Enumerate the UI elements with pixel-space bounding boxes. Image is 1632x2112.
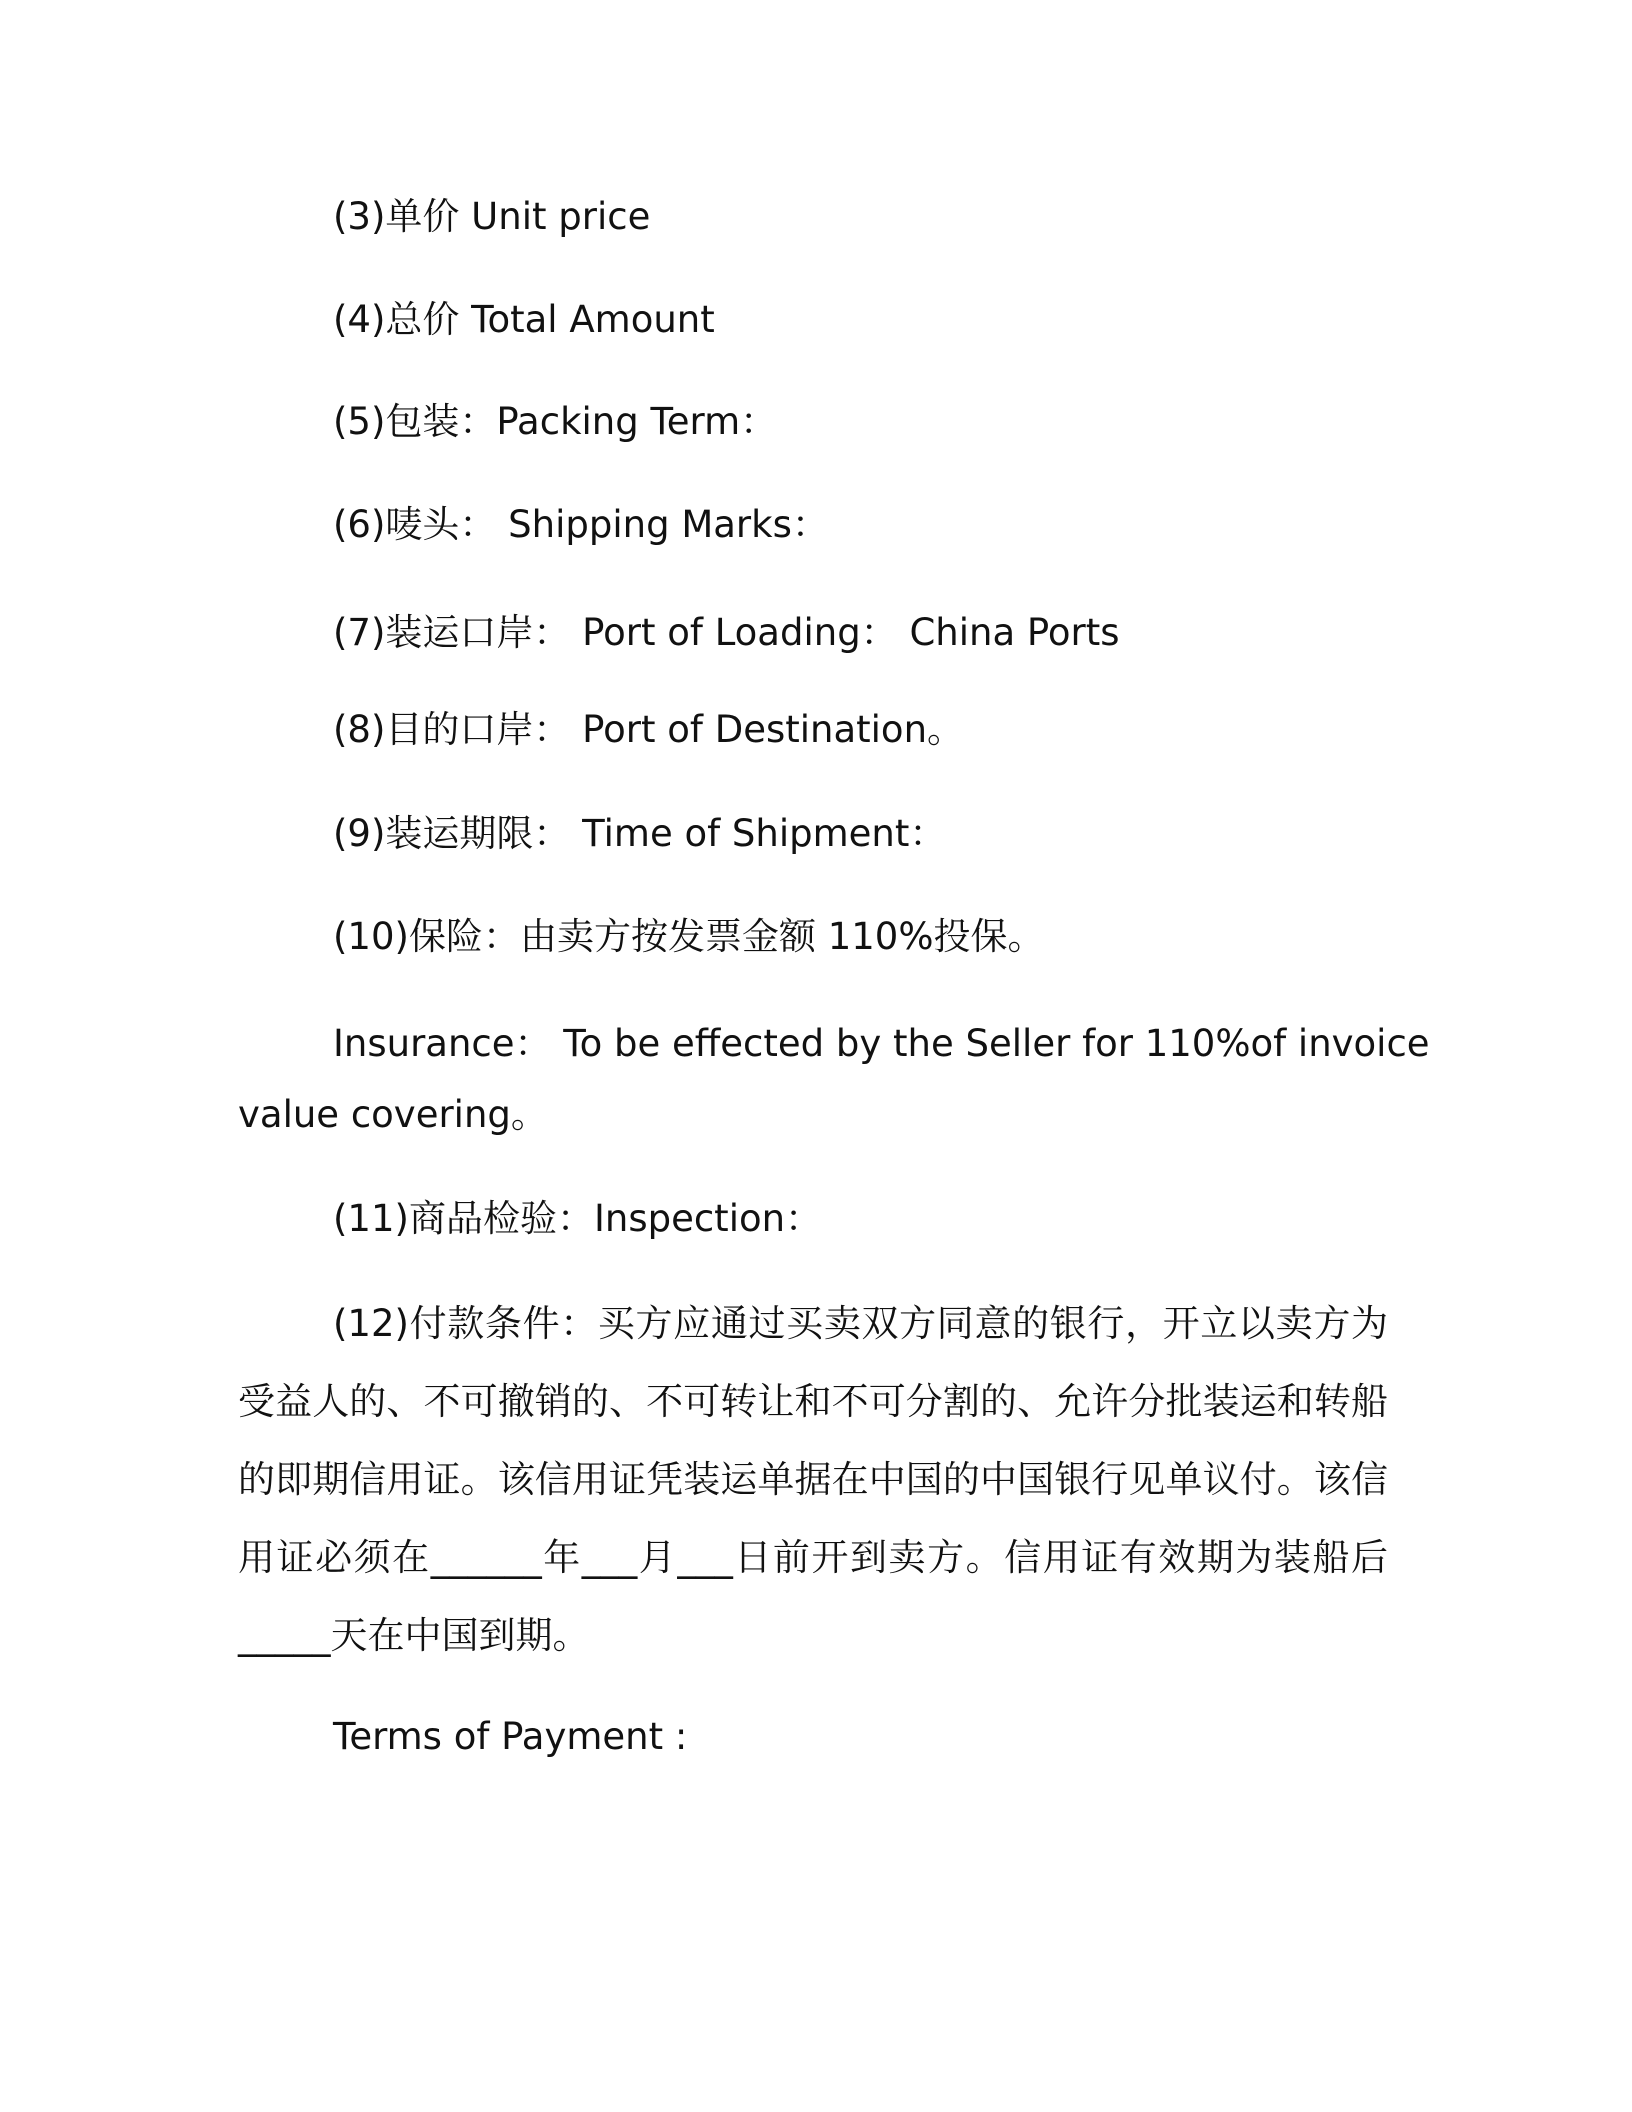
clause-insurance-cn: (10)保险：由卖方按发票金额 110%投保。 (333, 915, 1045, 958)
clause-insurance-en-line1: Insurance： To be effected by the Seller for 110%of invoice (333, 1022, 1430, 1065)
clause-inspection: (11)商品检验：Inspection： (333, 1197, 823, 1240)
clause-terms-of-payment: Terms of Payment : (333, 1715, 688, 1758)
clause-port-of-loading: (7)装运口岸： Port of Loading： China Ports (333, 611, 1120, 654)
clause-insurance-en-line2: value covering。 (238, 1093, 548, 1136)
clause-shipping-marks: (6)唛头： Shipping Marks： (333, 503, 829, 546)
clause-payment-terms-cn: (12)付款条件：买方应通过买卖双方同意的银行，开立以卖方为受益人的、不可撤销的、不可转让和不可分割的、允许分批装运和转船的即期信用证。该信用证凭装运单据在中国的中国银行见单议付。该信用证必须在______年___月___日前开到卖方。信用证有效期为装船后_____天在中国到期。 (238, 1302, 1388, 1657)
clause-packing-term: (5)包装：Packing Term： (333, 400, 778, 443)
clause-time-of-shipment: (9)装运期限： Time of Shipment： (333, 812, 947, 855)
clause-total-amount: (4)总价 Total Amount (333, 298, 715, 341)
clause-port-of-destination: (8)目的口岸： Port of Destination。 (333, 708, 965, 751)
clause-unit-price: (3)单价 Unit price (333, 195, 651, 238)
